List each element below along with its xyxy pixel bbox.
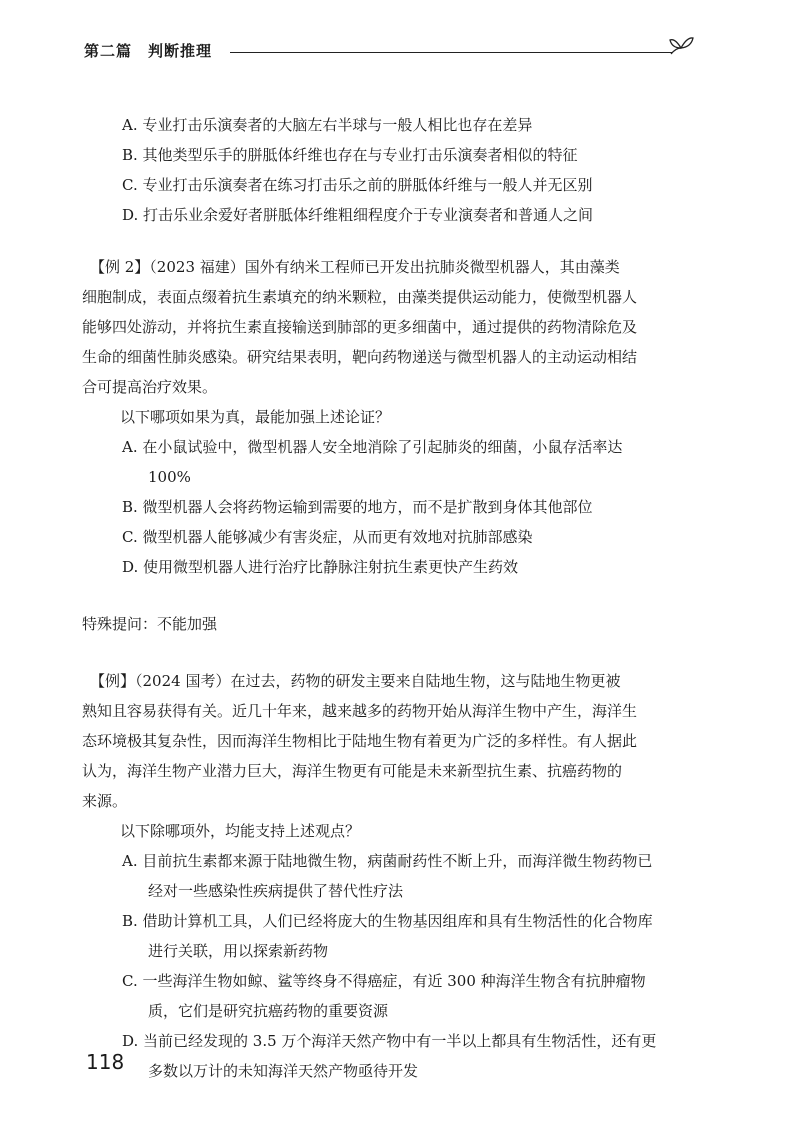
example3-line-5: 来源。 [82, 792, 128, 810]
header-rule [230, 52, 672, 53]
example3-option-c-cont: 质，它们是研究抗癌药物的重要资源 [148, 1002, 389, 1020]
page-number: 118 [86, 1050, 125, 1074]
example3-option-b: B. 借助计算机工具，人们已经将庞大的生物基因组库和具有生物活性的化合物库 [122, 912, 653, 930]
example2-line-2: 细胞制成，表面点缀着抗生素填充的纳米颗粒，由藻类提供运动能力，使微型机器人 [82, 288, 638, 306]
example2-line-1: 【例 2】（2023 福建）国外有纳米工程师已开发出抗肺炎微型机器人，其由藻类 [90, 258, 620, 276]
example3-question: 以下除哪项外，均能支持上述观点？ [120, 822, 361, 840]
example3-option-c: C. 一些海洋生物如鲸、鲨等终身不得癌症，有近 300 种海洋生物含有抗肿瘤物 [122, 972, 646, 990]
section-title: 特殊提问：不能加强 [82, 615, 218, 633]
example3-option-d-cont: 多数以万计的未知海洋天然产物亟待开发 [148, 1062, 419, 1080]
example3-line-1: 【例】（2024 国考）在过去，药物的研发主要来自陆地生物，这与陆地生物更被 [90, 672, 621, 690]
example3-option-b-cont: 进行关联，用以探索新药物 [148, 942, 329, 960]
example3-line-3: 态环境极其复杂性，因而海洋生物相比于陆地生物有着更为广泛的多样性。有人据此 [82, 732, 638, 750]
example3-option-a: A. 目前抗生素都来源于陆地微生物，病菌耐药性不断上升，而海洋微生物药物已 [122, 852, 653, 870]
example3-line-2: 熟知且容易获得有关。近几十年来，越来越多的药物开始从海洋生物中产生，海洋生 [82, 702, 638, 720]
leaf-icon [668, 34, 694, 56]
example3-option-d: D. 当前已经发现的 3.5 万个海洋天然产物中有一半以上都具有生物活性，还有更 [122, 1032, 657, 1050]
prev-option-d: D. 打击乐业余爱好者胼胝体纤维粗细程度介于专业演奏者和普通人之间 [122, 206, 594, 224]
example2-option-c: C. 微型机器人能够减少有害炎症，从而更有效地对抗肺部感染 [122, 528, 533, 546]
example2-option-a: A. 在小鼠试验中，微型机器人安全地消除了引起肺炎的细菌，小鼠存活率达 [122, 438, 623, 456]
prev-option-a: A. 专业打击乐演奏者的大脑左右半球与一般人相比也存在差异 [122, 116, 533, 134]
example2-question: 以下哪项如果为真，最能加强上述论证？ [120, 408, 391, 426]
example2-line-3: 能够四处游动，并将抗生素直接输送到肺部的更多细菌中，通过提供的药物清除危及 [82, 318, 638, 336]
prev-option-c: C. 专业打击乐演奏者在练习打击乐之前的胼胝体纤维与一般人并无区别 [122, 176, 593, 194]
example2-option-a-cont: 100% [148, 468, 191, 486]
example3-option-a-cont: 经对一些感染性疾病提供了替代性疗法 [148, 882, 404, 900]
example2-option-b: B. 微型机器人会将药物运输到需要的地方，而不是扩散到身体其他部位 [122, 498, 593, 516]
example2-line-4: 生命的细菌性肺炎感染。研究结果表明，靶向药物递送与微型机器人的主动运动相结 [82, 348, 638, 366]
example3-line-4: 认为，海洋生物产业潜力巨大，海洋生物更有可能是未来新型抗生素、抗癌药物的 [82, 762, 623, 780]
prev-option-b: B. 其他类型乐手的胼胝体纤维也存在与专业打击乐演奏者相似的特征 [122, 146, 578, 164]
example2-option-d: D. 使用微型机器人进行治疗比静脉注射抗生素更快产生药效 [122, 558, 519, 576]
page-header [84, 38, 694, 62]
chapter-label: 第二篇 判断推理 [84, 42, 213, 60]
example2-line-5: 合可提高治疗效果。 [82, 378, 218, 396]
